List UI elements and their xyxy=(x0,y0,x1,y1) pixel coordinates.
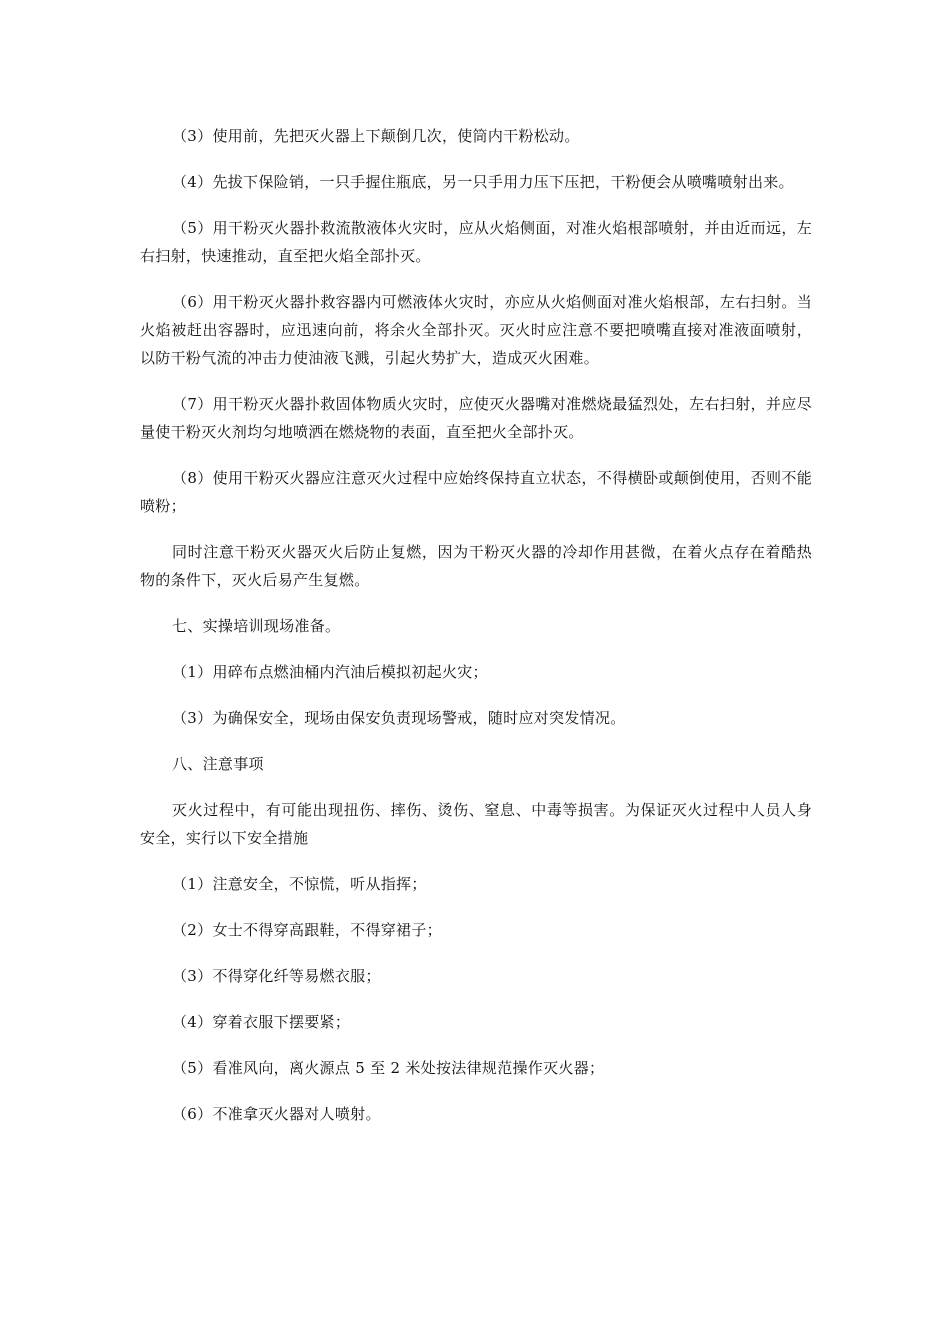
paragraph-safety-5: （5）看准风向，离火源点 5 至 2 米处按法律规范操作灭火器； xyxy=(172,1059,605,1077)
paragraph-safety-3: （3）不得穿化纤等易燃衣服； xyxy=(172,967,381,985)
paragraph-prep-1: （1）用碎布点燃油桶内汽油后模拟初起火灾； xyxy=(172,663,488,681)
paragraph-step-7: （7）用干粉灭火器扑救固体物质火灾时，应使灭火器嘴对准燃烧最猛烈处，左右扫射，并应尽量使干粉灭火剂均匀地喷洒在燃烧物的表面，直至把火全部扑灭。 xyxy=(140,395,812,441)
paragraph-step-8: （8）使用干粉灭火器应注意灭火过程中应始终保持直立状态，不得横卧或颠倒使用，否则不能喷粉； xyxy=(140,469,812,515)
paragraph-safety-2: （2）女士不得穿高跟鞋，不得穿裙子； xyxy=(172,921,442,939)
paragraph-safety-4: （4）穿着衣服下摆要紧； xyxy=(172,1013,351,1031)
paragraph-reignition-note: 同时注意干粉灭火器灭火后防止复燃，因为干粉灭火器的冷却作用甚微，在着火点存在着酷热物的条件下，灭火后易产生复燃。 xyxy=(140,543,812,589)
paragraph-prep-3: （3）为确保安全，现场由保安负责现场警戒，随时应对突发情况。 xyxy=(172,709,626,727)
section-heading-7: 七、实操培训现场准备。 xyxy=(172,617,341,635)
paragraph-safety-6: （6）不准拿灭火器对人喷射。 xyxy=(172,1105,381,1123)
document-body xyxy=(140,122,812,1146)
section-heading-8: 八、注意事项 xyxy=(172,755,264,773)
paragraph-step-6: （6）用干粉灭火器扑救容器内可燃液体火灾时，亦应从火焰侧面对准火焰根部，左右扫射。当火焰被赶出容器时，应迅速向前，将余火全部扑灭。灭火时应注意不要把喷嘴直接对准液面喷射，以防干粉气流的冲击力使油液飞溅，引起火势扩大，造成灭火困难。 xyxy=(140,293,812,367)
paragraph-step-4: （4）先拔下保险销，一只手握住瓶底，另一只手用力压下压把，干粉便会从喷嘴喷射出来。 xyxy=(172,173,794,191)
paragraph-safety-intro: 灭火过程中，有可能出现扭伤、摔伤、烫伤、窒息、中毒等损害。为保证灭火过程中人员人身安全，实行以下安全措施 xyxy=(140,801,812,847)
paragraph-safety-1: （1）注意安全，不惊慌，听从指挥； xyxy=(172,875,427,893)
paragraph-step-5: （5）用干粉灭火器扑救流散液体火灾时，应从火焰侧面，对准火焰根部喷射，并由近而远，左右扫射，快速推动，直至把火焰全部扑灭。 xyxy=(140,219,812,265)
paragraph-step-3: （3）使用前，先把灭火器上下颠倒几次，使筒内干粉松动。 xyxy=(172,127,580,145)
